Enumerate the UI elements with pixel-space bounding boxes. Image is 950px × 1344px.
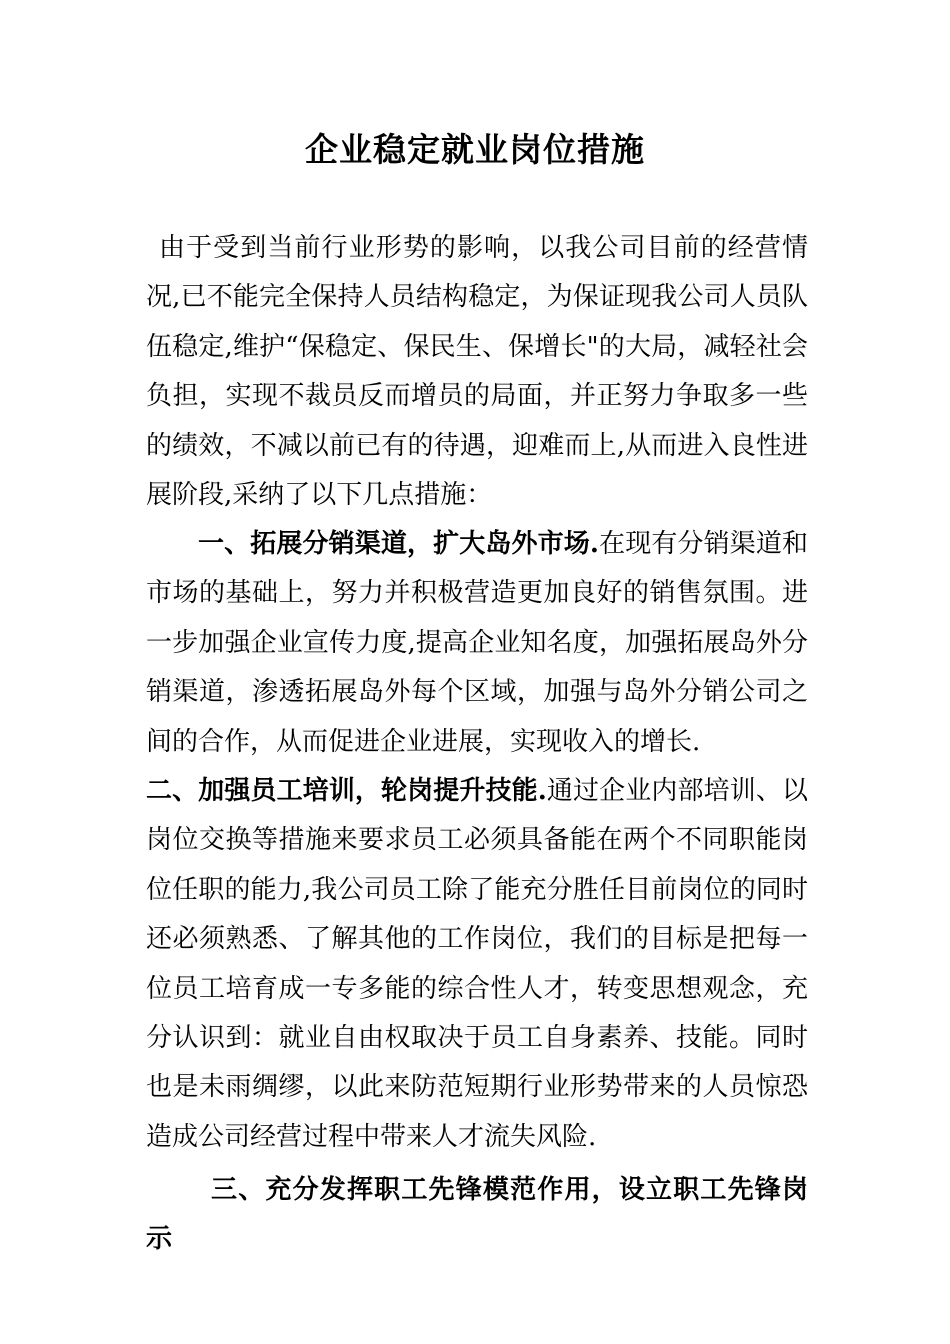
measure-3-heading: 三、充分发挥职工先锋模范作用，设立职工先锋岗示 <box>146 1175 808 1255</box>
document-title: 企业稳定就业岗位措施 <box>305 130 645 169</box>
measure-1-text: 在现有分销渠道和市场的基础上，努力并积极营造更加良好的销售氛围。进一步加强企业宣传力度,提高企业知名度，加强拓展岛外分销渠道，渗透拓展岛外每个区域，加强与岛外分销公司之间的合作，从而促进企业进展，实现收入的增长. <box>146 529 808 757</box>
measure-1-heading: 一、拓展分销渠道，扩大岛外市场. <box>198 529 599 559</box>
measure-2-text: 通过企业内部培训、以岗位交换等措施来要求员工必须具备能在两个不同职能岗位任职的能力,我公司员工除了能充分胜任目前岗位的同时还必须熟悉、了解其他的工作岗位，我们的目标是把每一位员工培育成一专多能的综合性人才，转变思想观念，充分认识到：就业自由权取决于员工自身素养、技能。同时也是未雨绸缪，以此来防范短期行业形势带来的人员惊恐造成公司经营过程中带来人才流失风险. <box>146 776 808 1152</box>
measure-2-heading: 二、加强员工培训，轮岗提升技能. <box>146 776 547 806</box>
paragraph-intro-text: 由于受到当前行业形势的影响，以我公司目前的经营情况,已不能完全保持人员结构稳定，为保证现我公司人员队伍稳定,维护“保稳定、保民生、保增长"的大局，减轻社会负担，实现不裁员反而增员的局面，并正努力争取多一些的绩效，不减以前已有的待遇，迎难而上,从而进入良性进展阶段,采纳了以下几点措施： <box>146 233 808 511</box>
paragraph-measure-3 <box>146 1166 808 1265</box>
paragraph-measure-2 <box>146 767 808 1162</box>
paragraph-intro <box>146 224 808 520</box>
paragraph-measure-1 <box>146 520 808 767</box>
